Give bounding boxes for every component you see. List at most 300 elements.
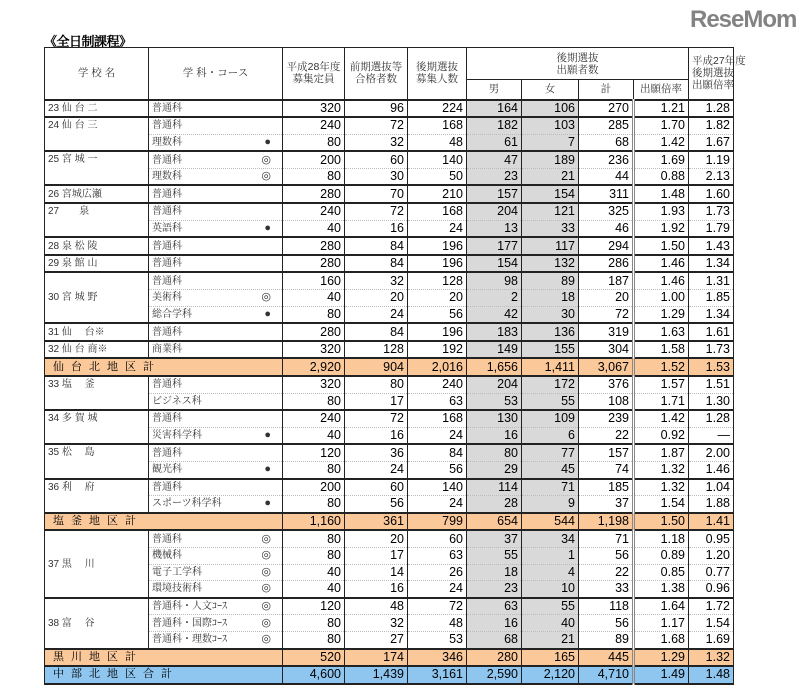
early-passed-cell: 174 [345, 649, 408, 667]
prev-rate-cell: 1.85 [689, 290, 734, 307]
course-name: 普通科 [149, 410, 283, 427]
late-quota-cell: 192 [408, 341, 467, 359]
table-row [45, 323, 734, 341]
total-cell: 56 [579, 547, 634, 564]
subtotal-row [45, 358, 734, 376]
header-prev-rate: 平成27年度 後期選抜 出願倍率 [689, 48, 734, 100]
prev-rate-cell: 2.00 [689, 444, 734, 461]
capacity-cell: 80 [283, 306, 345, 323]
course-name: 英語科 ● [149, 220, 283, 237]
capacity-cell: 80 [283, 615, 345, 632]
late-quota-cell: 24 [408, 220, 467, 237]
late-quota-cell: 26 [408, 564, 467, 581]
late-quota-cell: 168 [408, 117, 467, 134]
watermark-logo: ReseMom [690, 6, 797, 33]
double-circle-mark: ◎ [261, 582, 271, 595]
course-name: 普通科 [149, 255, 283, 273]
table-row [45, 168, 734, 185]
double-circle-mark: ◎ [261, 170, 271, 183]
course-name: 観光科 ● [149, 461, 283, 478]
capacity-cell: 80 [283, 461, 345, 478]
female-cell: 40 [522, 615, 579, 632]
late-quota-cell: 224 [408, 100, 467, 118]
late-quota-cell: 56 [408, 306, 467, 323]
male-cell: 157 [467, 185, 522, 203]
female-cell: 117 [522, 237, 579, 255]
prev-rate-cell: 2.13 [689, 168, 734, 185]
total-cell: 22 [579, 427, 634, 444]
capacity-cell: 40 [283, 427, 345, 444]
rate-cell: 0.89 [634, 547, 689, 564]
table-row [45, 272, 734, 289]
table-row [45, 410, 734, 427]
female-cell: 106 [522, 100, 579, 118]
table-row [45, 255, 734, 273]
prev-rate-cell: 1.54 [689, 615, 734, 632]
male-cell: 114 [467, 479, 522, 496]
table-row [45, 547, 734, 564]
male-cell: 149 [467, 341, 522, 359]
late-quota-cell: 53 [408, 631, 467, 648]
rate-cell: 1.58 [634, 341, 689, 359]
rate-cell: 1.48 [634, 185, 689, 203]
school-name: 31 仙 台※ [45, 323, 149, 341]
early-passed-cell: 20 [345, 290, 408, 307]
male-cell: 2 [467, 290, 522, 307]
course-name: 商業科 [149, 341, 283, 359]
female-cell: 4 [522, 564, 579, 581]
capacity-cell: 2,920 [283, 358, 345, 376]
course-name: 普通科・人文ｺｰｽ ◎ [149, 598, 283, 615]
female-cell: 136 [522, 323, 579, 341]
early-passed-cell: 72 [345, 410, 408, 427]
total-cell: 56 [579, 615, 634, 632]
rate-cell: 1.70 [634, 117, 689, 134]
course-name: 普通科 [149, 479, 283, 496]
total-cell: 187 [579, 272, 634, 289]
capacity-cell: 240 [283, 203, 345, 220]
late-quota-cell: 84 [408, 444, 467, 461]
rate-cell: 1.18 [634, 530, 689, 547]
rate-cell: 1.29 [634, 306, 689, 323]
double-circle-mark: ◎ [261, 153, 271, 166]
total-cell: 236 [579, 151, 634, 168]
late-quota-cell: 63 [408, 547, 467, 564]
rate-cell: 1.29 [634, 649, 689, 667]
male-cell: 80 [467, 444, 522, 461]
total-cell: 285 [579, 117, 634, 134]
capacity-cell: 160 [283, 272, 345, 289]
school-name: 24 仙 台 三 [45, 117, 149, 151]
early-passed-cell: 16 [345, 581, 408, 598]
total-cell: 33 [579, 581, 634, 598]
school-name: 29 泉 館 山 [45, 255, 149, 273]
course-name: 機械科 ◎ [149, 547, 283, 564]
capacity-cell: 40 [283, 564, 345, 581]
male-cell: 154 [467, 255, 522, 273]
prev-rate-cell: 1.04 [689, 479, 734, 496]
table-row [45, 117, 734, 134]
capacity-cell: 1,160 [283, 513, 345, 531]
course-name: 普通科・国際ｺｰｽ ◎ [149, 615, 283, 632]
early-passed-cell: 17 [345, 393, 408, 410]
late-quota-cell: 24 [408, 581, 467, 598]
total-cell: 185 [579, 479, 634, 496]
early-passed-cell: 32 [345, 134, 408, 151]
filled-circle-mark: ● [264, 429, 271, 442]
late-quota-cell: 3,161 [408, 666, 467, 684]
rate-cell: 1.87 [634, 444, 689, 461]
course-name: 普通科 ◎ [149, 151, 283, 168]
table-row [45, 203, 734, 220]
early-passed-cell: 17 [345, 547, 408, 564]
applicants-table [44, 47, 746, 685]
total-cell: 157 [579, 444, 634, 461]
female-cell: 21 [522, 631, 579, 648]
school-name: 37 黒 川 [45, 530, 149, 597]
header-capacity: 平成28年度 募集定員 [283, 48, 345, 100]
course-name: 普通科 [149, 100, 283, 118]
rate-cell: 1.32 [634, 461, 689, 478]
total-cell: 20 [579, 290, 634, 307]
course-name: 普通科 [149, 185, 283, 203]
course-name: 普通科 [149, 272, 283, 289]
double-circle-mark: ◎ [261, 532, 271, 545]
female-cell: 34 [522, 530, 579, 547]
table-row [45, 134, 734, 151]
male-cell: 1,656 [467, 358, 522, 376]
female-cell: 55 [522, 598, 579, 615]
capacity-cell: 80 [283, 134, 345, 151]
capacity-cell: 280 [283, 255, 345, 273]
prev-rate-cell: 0.96 [689, 581, 734, 598]
rate-cell: 1.92 [634, 220, 689, 237]
rate-cell: 1.93 [634, 203, 689, 220]
late-quota-cell: 128 [408, 272, 467, 289]
total-cell: 3,067 [579, 358, 634, 376]
capacity-cell: 280 [283, 237, 345, 255]
prev-rate-cell: 1.79 [689, 220, 734, 237]
capacity-cell: 4,600 [283, 666, 345, 684]
female-cell: 30 [522, 306, 579, 323]
capacity-cell: 80 [283, 168, 345, 185]
male-cell: 42 [467, 306, 522, 323]
total-cell: 71 [579, 530, 634, 547]
total-cell: 445 [579, 649, 634, 667]
course-name: 理数科 ● [149, 134, 283, 151]
prev-rate-cell: 1.82 [689, 117, 734, 134]
prev-rate-cell: 1.43 [689, 237, 734, 255]
male-cell: 16 [467, 427, 522, 444]
early-passed-cell: 72 [345, 117, 408, 134]
capacity-cell: 80 [283, 530, 345, 547]
header-late: 後期選抜 募集人数 [408, 48, 467, 100]
female-cell: 33 [522, 220, 579, 237]
rate-cell: 1.52 [634, 358, 689, 376]
male-cell: 63 [467, 598, 522, 615]
capacity-cell: 80 [283, 496, 345, 513]
rate-cell: 1.69 [634, 151, 689, 168]
prev-rate-cell: 1.73 [689, 341, 734, 359]
table-row [45, 220, 734, 237]
subtotal-row [45, 513, 734, 531]
total-cell: 44 [579, 168, 634, 185]
rate-cell: 1.21 [634, 100, 689, 118]
table-row [45, 496, 734, 513]
female-cell: 2,120 [522, 666, 579, 684]
rate-cell: 1.49 [634, 666, 689, 684]
total-cell: 68 [579, 134, 634, 151]
prev-rate-cell: 1.53 [689, 358, 734, 376]
prev-rate-cell: 0.77 [689, 564, 734, 581]
subtotal-row [45, 666, 734, 684]
capacity-cell: 40 [283, 581, 345, 598]
capacity-cell: 200 [283, 479, 345, 496]
male-cell: 29 [467, 461, 522, 478]
female-cell: 77 [522, 444, 579, 461]
prev-rate-cell: 1.31 [689, 272, 734, 289]
total-cell: 319 [579, 323, 634, 341]
male-cell: 130 [467, 410, 522, 427]
late-quota-cell: 48 [408, 134, 467, 151]
prev-rate-cell: 1.32 [689, 649, 734, 667]
rate-cell: 1.50 [634, 513, 689, 531]
male-cell: 164 [467, 100, 522, 118]
section-title: 《全日制課程》 [44, 35, 132, 50]
course-name: 電子工学科 ◎ [149, 564, 283, 581]
late-quota-cell: 168 [408, 203, 467, 220]
capacity-cell: 240 [283, 410, 345, 427]
female-cell: 189 [522, 151, 579, 168]
rate-cell: 0.85 [634, 564, 689, 581]
early-passed-cell: 84 [345, 323, 408, 341]
female-cell: 18 [522, 290, 579, 307]
female-cell: 172 [522, 376, 579, 393]
total-cell: 22 [579, 564, 634, 581]
late-quota-cell: 20 [408, 290, 467, 307]
rate-cell: 1.38 [634, 581, 689, 598]
male-cell: 68 [467, 631, 522, 648]
capacity-cell: 240 [283, 117, 345, 134]
late-quota-cell: 168 [408, 410, 467, 427]
subtotal-label: 仙台北地区計 [45, 358, 283, 376]
total-cell: 325 [579, 203, 634, 220]
prev-rate-cell: 1.28 [689, 100, 734, 118]
school-name: 32 仙 台 商※ [45, 341, 149, 359]
table-row [45, 631, 734, 648]
capacity-cell: 280 [283, 323, 345, 341]
table-row [45, 100, 734, 118]
rate-cell: 1.57 [634, 376, 689, 393]
capacity-cell: 320 [283, 341, 345, 359]
school-name: 28 泉 松 陵 [45, 237, 149, 255]
table-row [45, 479, 734, 496]
late-quota-cell: 24 [408, 427, 467, 444]
subtotal-label: 中部北地区合計 [45, 666, 283, 684]
rate-cell: 1.50 [634, 237, 689, 255]
course-name: 環境技術科 ◎ [149, 581, 283, 598]
course-name: 普通科 [149, 444, 283, 461]
rate-cell: 1.68 [634, 631, 689, 648]
capacity-cell: 80 [283, 393, 345, 410]
course-name: 総合学科 ● [149, 306, 283, 323]
capacity-cell: 40 [283, 290, 345, 307]
course-name: スポーツ科学科 ● [149, 496, 283, 513]
table-row [45, 237, 734, 255]
prev-rate-cell: 0.95 [689, 530, 734, 547]
rate-cell: 1.46 [634, 255, 689, 273]
prev-rate-cell: 1.34 [689, 306, 734, 323]
female-cell: 544 [522, 513, 579, 531]
late-quota-cell: 2,016 [408, 358, 467, 376]
early-passed-cell: 32 [345, 272, 408, 289]
early-passed-cell: 84 [345, 237, 408, 255]
rate-cell: 1.54 [634, 496, 689, 513]
male-cell: 654 [467, 513, 522, 531]
course-name: 普通科 [149, 376, 283, 393]
early-passed-cell: 72 [345, 203, 408, 220]
header-rate: 出願倍率 [634, 80, 689, 100]
capacity-cell: 80 [283, 547, 345, 564]
course-name: ビジネス科 [149, 393, 283, 410]
header-female: 女 [522, 80, 579, 100]
course-name: 美術科 ◎ [149, 290, 283, 307]
female-cell: 109 [522, 410, 579, 427]
double-circle-mark: ◎ [261, 549, 271, 562]
female-cell: 121 [522, 203, 579, 220]
header-male: 男 [467, 80, 522, 100]
prev-rate-cell: 1.88 [689, 496, 734, 513]
capacity-cell: 120 [283, 444, 345, 461]
prev-rate-cell: 1.60 [689, 185, 734, 203]
total-cell: 1,198 [579, 513, 634, 531]
rate-cell: 1.64 [634, 598, 689, 615]
capacity-cell: 280 [283, 185, 345, 203]
rate-cell: 1.42 [634, 410, 689, 427]
male-cell: 204 [467, 376, 522, 393]
course-name: 理数科 ◎ [149, 168, 283, 185]
late-quota-cell: 48 [408, 615, 467, 632]
total-cell: 118 [579, 598, 634, 615]
prev-rate-cell: 1.46 [689, 461, 734, 478]
double-circle-mark: ◎ [261, 565, 271, 578]
total-cell: 37 [579, 496, 634, 513]
early-passed-cell: 24 [345, 461, 408, 478]
early-passed-cell: 16 [345, 220, 408, 237]
early-passed-cell: 80 [345, 376, 408, 393]
late-quota-cell: 24 [408, 496, 467, 513]
female-cell: 1 [522, 547, 579, 564]
female-cell: 9 [522, 496, 579, 513]
late-quota-cell: 240 [408, 376, 467, 393]
rate-cell: 0.88 [634, 168, 689, 185]
early-passed-cell: 70 [345, 185, 408, 203]
table-row [45, 341, 734, 359]
course-name: 普通科 ◎ [149, 530, 283, 547]
double-circle-mark: ◎ [261, 616, 271, 629]
male-cell: 280 [467, 649, 522, 667]
course-name: 普通科 [149, 117, 283, 134]
course-name: 普通科・理数ｺｰｽ ◎ [149, 631, 283, 648]
school-name: 35 松 島 [45, 444, 149, 478]
early-passed-cell: 128 [345, 341, 408, 359]
rate-cell: 1.46 [634, 272, 689, 289]
table-row [45, 185, 734, 203]
female-cell: 132 [522, 255, 579, 273]
school-name: 36 利 府 [45, 479, 149, 513]
female-cell: 21 [522, 168, 579, 185]
total-cell: 376 [579, 376, 634, 393]
header-applicants: 後期選抜 出願者数 [467, 48, 689, 80]
female-cell: 45 [522, 461, 579, 478]
male-cell: 2,590 [467, 666, 522, 684]
prev-rate-cell: 1.61 [689, 323, 734, 341]
course-name: 災害科学科 ● [149, 427, 283, 444]
male-cell: 16 [467, 615, 522, 632]
school-name: 27 泉 [45, 203, 149, 237]
early-passed-cell: 361 [345, 513, 408, 531]
subtotal-label: 塩釜地区計 [45, 513, 283, 531]
late-quota-cell: 60 [408, 530, 467, 547]
table-row [45, 598, 734, 615]
rate-cell: 1.42 [634, 134, 689, 151]
school-name: 30 宮 城 野 [45, 272, 149, 323]
male-cell: 61 [467, 134, 522, 151]
total-cell: 108 [579, 393, 634, 410]
male-cell: 182 [467, 117, 522, 134]
prev-rate-cell: 1.20 [689, 547, 734, 564]
rate-cell: 0.92 [634, 427, 689, 444]
late-quota-cell: 210 [408, 185, 467, 203]
male-cell: 23 [467, 168, 522, 185]
early-passed-cell: 30 [345, 168, 408, 185]
female-cell: 154 [522, 185, 579, 203]
prev-rate-cell: 1.72 [689, 598, 734, 615]
prev-rate-cell: — [689, 427, 734, 444]
total-cell: 4,710 [579, 666, 634, 684]
late-quota-cell: 196 [408, 237, 467, 255]
early-passed-cell: 904 [345, 358, 408, 376]
female-cell: 165 [522, 649, 579, 667]
header-school: 学 校 名 [45, 48, 149, 100]
table-row [45, 306, 734, 323]
rate-cell: 1.63 [634, 323, 689, 341]
early-passed-cell: 20 [345, 530, 408, 547]
prev-rate-cell: 1.19 [689, 151, 734, 168]
male-cell: 37 [467, 530, 522, 547]
female-cell: 1,411 [522, 358, 579, 376]
male-cell: 204 [467, 203, 522, 220]
late-quota-cell: 196 [408, 255, 467, 273]
table-row [45, 151, 734, 168]
prev-rate-cell: 1.34 [689, 255, 734, 273]
table-row [45, 427, 734, 444]
total-cell: 270 [579, 100, 634, 118]
table-row [45, 376, 734, 393]
female-cell: 155 [522, 341, 579, 359]
capacity-cell: 320 [283, 376, 345, 393]
late-quota-cell: 140 [408, 151, 467, 168]
filled-circle-mark: ● [264, 307, 271, 320]
total-cell: 74 [579, 461, 634, 478]
male-cell: 183 [467, 323, 522, 341]
total-cell: 46 [579, 220, 634, 237]
filled-circle-mark: ● [264, 135, 271, 148]
subtotal-label: 黒川地区計 [45, 649, 283, 667]
male-cell: 18 [467, 564, 522, 581]
double-circle-mark: ◎ [261, 600, 271, 613]
course-name: 普通科 [149, 237, 283, 255]
